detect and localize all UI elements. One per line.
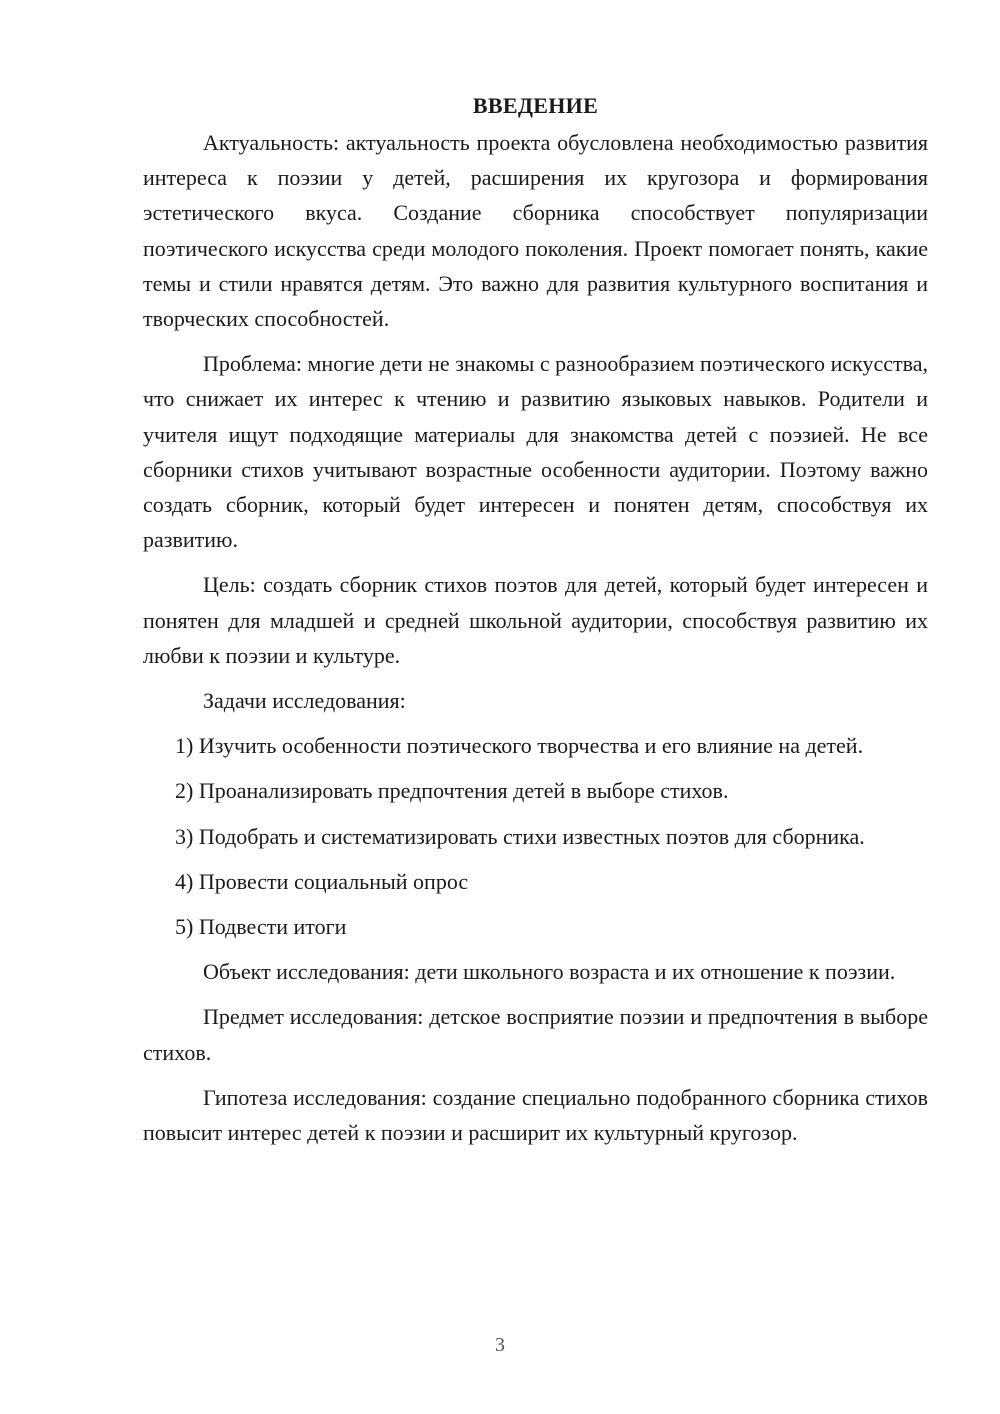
subject-paragraph: Предмет исследования: детское восприятие поэзии и предпочтения в выборе стихов. xyxy=(143,1004,928,1065)
tasks-heading: Задачи исследования: xyxy=(203,688,406,714)
task-item: 4) Провести социальный опрос xyxy=(175,868,469,894)
page-number: 3 xyxy=(495,1334,505,1356)
hypothesis-paragraph: Гипотеза исследования: создание специально подобранного сборника стихов повысит интерес детей к поэзии и расширит их культурный кругозор. xyxy=(143,1084,928,1146)
goal-paragraph: Цель: создать сборник стихов поэтов для детей, который будет интересен и понятен для младшей и средней школьной аудитории, способствуя развитию их любви к поэзии и культуре. xyxy=(143,572,928,668)
task-item: 5) Подвести итоги xyxy=(175,914,347,940)
problem-paragraph: Проблема: многие дети не знакомы с разнообразием поэтического искусства, что снижает их интерес к чтению и развитию языковых навыков. Родители и учителя ищут подходящие материалы для знакомства детей с поэзией. Не все сборники стихов учитывают возрастные особенности аудитории. Поэтому важно создать сборник, который будет интересен и понятен детям, способствуя их развитию. xyxy=(143,351,928,553)
task-item: 2) Проанализировать предпочтения детей в выборе стихов. xyxy=(175,778,729,804)
task-item: 3) Подобрать и систематизировать стихи известных поэтов для сборника. xyxy=(175,823,865,849)
relevance-paragraph: Актуальность: актуальность проекта обусловлена необходимостью развития интереса к поэзии у детей, расширения их кругозора и формирования эстетического вкуса. Создание сборника способствует популяризации поэтического искусства среди молодого поколения. Проект помогает понять, какие темы и стили нравятся детям. Это важно для развития культурного воспитания и творческих способностей. xyxy=(143,130,928,332)
task-item: 1) Изучить особенности поэтического творчества и его влияние на детей. xyxy=(175,733,864,759)
page-title: ВВЕДЕНИЕ xyxy=(472,93,599,118)
object-paragraph: Объект исследования: дети школьного возраста и их отношение к поэзии. xyxy=(203,959,896,985)
document-page xyxy=(143,88,928,1160)
